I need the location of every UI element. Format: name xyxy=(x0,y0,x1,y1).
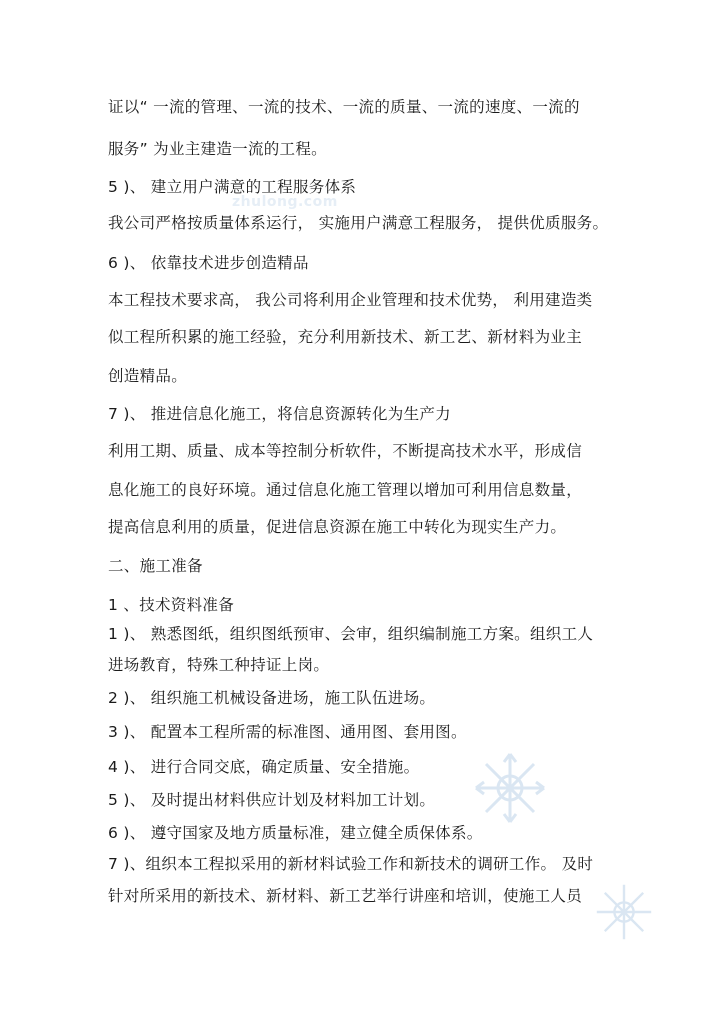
watermark-snowflake-icon xyxy=(470,748,550,828)
section-heading-5: 5 )、 建立用户满意的工程服务体系 xyxy=(108,178,357,196)
list-item-3: 3 )、 配置本工程所需的标准图、通用图、套用图。 xyxy=(108,723,467,741)
section-heading-7: 7 )、 推进信息化施工，将信息资源转化为生产力 xyxy=(108,405,451,423)
list-item-2: 2 )、 组织施工机械设备进场，施工队伍进场。 xyxy=(108,689,436,707)
subsection-heading: 1 、技术资料准备 xyxy=(108,596,234,614)
chapter-heading: 二、施工准备 xyxy=(108,557,203,575)
list-item-1-cont: 进场教育，特殊工种持证上岗。 xyxy=(108,656,330,674)
text-line-12: 提高信息利用的质量，促进信息资源在施工中转化为现实生产力。 xyxy=(108,518,567,536)
list-item-7: 7 )、组织本工程拟采用的新材料试验工作和新技术的调研工作。 及时 xyxy=(108,855,594,873)
list-item-6: 6 )、 遵守国家及地方质量标准，建立健全质保体系。 xyxy=(108,824,483,842)
text-line-7: 似工程所积累的施工经验，充分利用新技术、新工艺、新材料为业主 xyxy=(108,328,583,346)
list-item-7-cont: 针对所采用的新技术、新材料、新工艺举行讲座和培训，使施工人员 xyxy=(108,887,583,905)
text-line-1: 证以“ 一流的管理、一流的技术、一流的质量、一流的速度、一流的 xyxy=(108,98,580,116)
watermark-snowflake-icon-2 xyxy=(592,880,656,944)
list-item-1: 1 )、 熟悉图纸，组织图纸预审、会审，组织编制施工方案。组织工人 xyxy=(108,625,594,643)
section-heading-6: 6 )、 依靠技术进步创造精品 xyxy=(108,254,309,272)
list-item-4: 4 )、 进行合同交底，确定质量、安全措施。 xyxy=(108,758,420,776)
text-line-6: 本工程技术要求高， 我公司将利用企业管理和技术优势， 利用建造类 xyxy=(108,291,593,309)
text-line-2: 服务” 为业主建造一流的工程。 xyxy=(108,140,327,158)
watermark-text: zhulong.com xyxy=(232,194,338,210)
list-item-5: 5 )、 及时提出材料供应计划及材料加工计划。 xyxy=(108,791,436,809)
text-line-4: 我公司严格按质量体系运行， 实施用户满意工程服务， 提供优质服务。 xyxy=(108,214,609,232)
text-line-8: 创造精品。 xyxy=(108,367,188,385)
text-line-11: 息化施工的良好环境。通过信息化施工管理以增加可利用信息数量， xyxy=(108,481,583,499)
text-line-10: 利用工期、质量、成本等控制分析软件，不断提高技术水平，形成信 xyxy=(108,442,583,460)
